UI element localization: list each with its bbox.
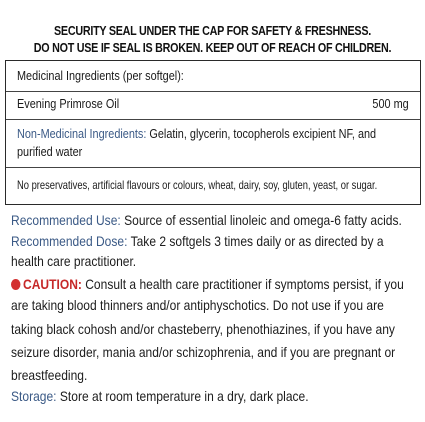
non-medicinal-row-1 bbox=[17, 125, 409, 143]
exclusions-row bbox=[17, 176, 409, 194]
seal-warning-line-1: SECURITY SEAL UNDER THE CAP FOR SAFETY & FRESHNESS. bbox=[54, 24, 371, 38]
non-medicinal-text-2: purified water bbox=[17, 145, 83, 159]
caution-line-2: are taking blood thinners and/or antiphyschotics. Do not use if you are bbox=[11, 297, 384, 313]
recommended-dose-label: Recommended Dose: bbox=[11, 233, 128, 249]
recommended-dose-line-1 bbox=[11, 231, 415, 251]
divider bbox=[6, 119, 420, 120]
storage-label: Storage: bbox=[11, 388, 57, 404]
exclusions-text: No preservatives, artificial flavours or colours, wheat, dairy, soy, gluten, yeast, or sugar. bbox=[17, 178, 378, 192]
storage bbox=[11, 386, 415, 406]
ingredient-amount: 500 mg bbox=[372, 97, 409, 111]
medicinal-heading-row bbox=[17, 67, 409, 85]
recommended-use bbox=[11, 210, 415, 230]
recommended-use-text: Source of essential linoleic and omega-6 fatty acids. bbox=[124, 212, 402, 228]
caution-dot-icon bbox=[11, 279, 20, 290]
divider bbox=[6, 167, 420, 168]
recommended-use-label: Recommended Use: bbox=[11, 212, 121, 228]
recommended-dose-text-1: Take 2 softgels 3 times daily or as directed by a bbox=[130, 233, 384, 249]
ingredients-table bbox=[5, 60, 421, 205]
non-medicinal-label: Non-Medicinal Ingredients: bbox=[17, 127, 147, 141]
caution-line-5: breastfeeding. bbox=[11, 367, 88, 383]
medicinal-heading: Medicinal Ingredients (per softgel): bbox=[17, 69, 184, 83]
caution-text-1: Consult a health care practitioner if symptoms persist, if you bbox=[85, 276, 404, 292]
caution-line-3: taking black cohosh and/or chasteberry, phenothiazines, if you have any bbox=[11, 321, 395, 337]
caution-line-1 bbox=[11, 274, 415, 294]
caution-line-4: seizure disorder, mania and/or schizophrenia, and if you are pregnant or bbox=[11, 344, 396, 360]
recommended-dose-line-2: health care practitioner. bbox=[11, 253, 137, 269]
ingredient-name: Evening Primrose Oil bbox=[17, 97, 120, 111]
medicinal-ingredient-row bbox=[17, 95, 409, 113]
non-medicinal-text-1: Gelatin, glycerin, tocopherols excipient NF, and bbox=[149, 127, 377, 141]
seal-warning-line-2: DO NOT USE IF SEAL IS BROKEN. KEEP OUT OF REACH OF CHILDREN. bbox=[33, 41, 392, 55]
storage-text: Store at room temperature in a dry, dark place. bbox=[59, 388, 309, 404]
divider bbox=[6, 91, 420, 92]
caution-label: CAUTION: bbox=[23, 276, 82, 292]
non-medicinal-row-2 bbox=[17, 143, 409, 161]
